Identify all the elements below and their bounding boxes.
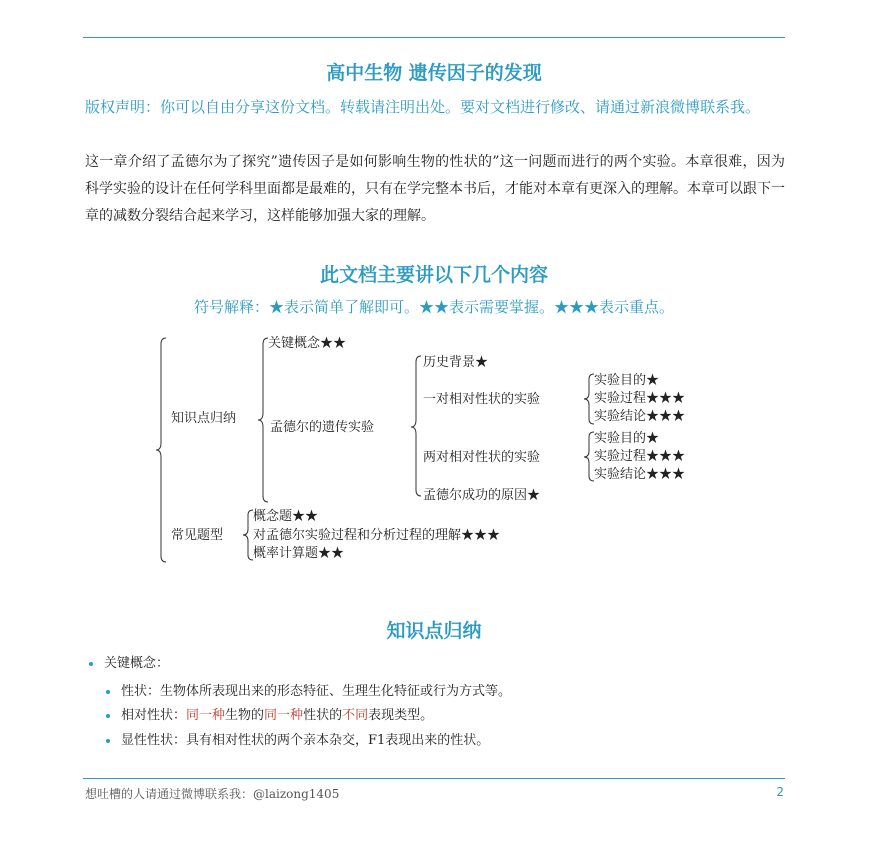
- node-one-process: 实验过程★★★: [594, 391, 686, 406]
- relative-trait-label: 相对性状：: [121, 708, 187, 723]
- text-types: 表现类型。: [368, 708, 434, 723]
- node-concept-questions: 概念题★★: [253, 509, 319, 524]
- top-rule: [83, 37, 785, 38]
- node-success: 孟德尔成功的原因★: [423, 488, 541, 503]
- node-two-process: 实验过程★★★: [594, 449, 686, 464]
- node-mendel-experiments: 孟德尔的遗传实验: [270, 420, 375, 435]
- symbol-legend: 符号解释：★表示简单了解即可。★★表示需要掌握。★★★表示重点。: [193, 298, 674, 316]
- node-one-conclusion: 实验结论★★★: [594, 409, 686, 424]
- highlight-same-species: 同一种: [186, 708, 226, 723]
- text-trait: 性状的: [303, 708, 343, 723]
- node-one-pair: 一对相对性状的实验: [423, 392, 541, 407]
- node-process-questions: 对孟德尔实验过程和分析过程的理解★★★: [253, 528, 501, 543]
- contents-heading: 此文档主要讲以下几个内容: [319, 264, 548, 286]
- node-two-pair: 两对相对性状的实验: [423, 450, 541, 465]
- bullet-trait: 性状：生物体所表现出来的形态特征、生理生化特征或行为方式等。: [121, 684, 512, 699]
- footer-rule: [83, 778, 785, 779]
- intro-paragraph: 这一章介绍了孟德尔为了探究”遗传因子是如何影响生物的性状的”这一问题而进行的两个实验。本章很难，因为科学实验的设计在任何学科里面都是最难的，只有在学完整本书后，才能对本章有更深入的理解。本章可以跟下一章的减数分裂结合起来学习，这样能够加强大家的理解。: [85, 154, 785, 224]
- section-heading: 知识点归纳: [386, 620, 482, 642]
- node-key-concepts: 关键概念★★: [268, 336, 347, 351]
- bullet-dot: [106, 690, 110, 694]
- text-species: 生物的: [225, 708, 265, 723]
- footer-contact: 想吐槽的人请通过微博联系我：@laizong1405: [85, 787, 340, 801]
- node-knowledge: 知识点归纳: [171, 411, 237, 426]
- highlight-different: 不同: [342, 708, 369, 723]
- bullet-dot: [106, 739, 110, 743]
- node-common-questions: 常见题型: [171, 528, 224, 543]
- bullet-dot: [106, 714, 110, 718]
- document-title: 高中生物 遗传因子的发现: [326, 62, 542, 84]
- bullet-dominant-trait: 显性性状：具有相对性状的两个亲本杂交，F1表现出来的性状。: [121, 733, 490, 748]
- bullet-dot: [89, 662, 93, 666]
- node-two-conclusion: 实验结论★★★: [594, 467, 686, 482]
- copyright-notice: 版权声明：你可以自由分享这份文档。转载请注明出处。要对文档进行修改、请通过新浪微博联系我。: [85, 98, 761, 116]
- bullet-key-concepts: 关键概念：: [104, 656, 170, 671]
- page-number: 2: [776, 785, 784, 799]
- node-one-goal: 实验目的★: [594, 373, 660, 388]
- node-probability-questions: 概率计算题★★: [253, 546, 345, 561]
- node-two-goal: 实验目的★: [594, 431, 660, 446]
- bullet-relative-trait: [121, 708, 433, 724]
- node-history: 历史背景★: [423, 355, 489, 370]
- highlight-same-trait: 同一种: [264, 708, 304, 723]
